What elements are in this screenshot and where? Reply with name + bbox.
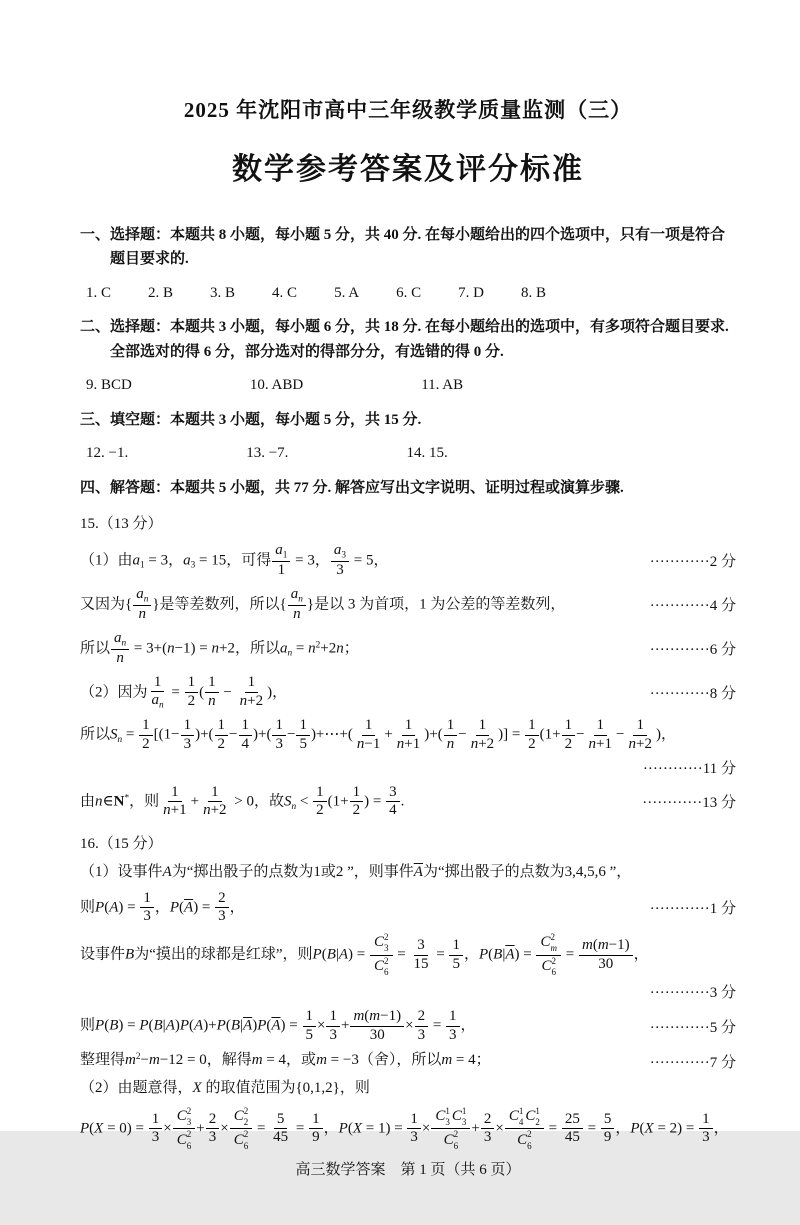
solution-line <box>80 784 736 820</box>
answers-row <box>80 283 736 305</box>
solution-line <box>80 890 736 926</box>
exam-title: 2025 年沈阳市高中三年级教学质量监测（三） <box>183 98 633 122</box>
section-heading <box>80 476 736 500</box>
solution-line <box>80 1008 736 1044</box>
answer-item: 10. ABD <box>249 376 304 393</box>
score-label: ············13 分 <box>642 795 736 812</box>
line-text <box>86 443 736 465</box>
answer-item: 13. −7. <box>246 444 289 461</box>
line-text: 三、填空题：本题共 3 小题，每小题 5 分，共 15 分. <box>80 411 422 428</box>
answer-item: 12. −1. <box>86 444 129 461</box>
answer-item: 6. C <box>396 284 422 301</box>
line-text: 设事件B为“摸出的球都是红球”，则P(B|A) = C 2 3 C 2 6 = $\frac{3}{15}$ = $\frac{1}{5}$ ，$P(B|\overline{A})$ = C 2 m C 2 6 = $\frac{m(m-1)}{30}$ ， <box>80 932 649 977</box>
question-number <box>80 514 736 536</box>
solution-line <box>80 932 736 978</box>
line-text: 16.（15 分） <box>80 836 163 853</box>
line-text: 二、选择题：本题共 3 小题，每小题 6 分，共 18 分. 在每小题给出的选项中，有多项符合题目要求. 全部选对的得 6 分，部分选对的得部分分，有选错的得 0 分. <box>80 319 729 360</box>
document-lines <box>80 212 736 1158</box>
line-text: 15.（13 分） <box>80 516 163 533</box>
score-label: ············8 分 <box>649 685 736 702</box>
line-text: （1）设事件A为“掷出骰子的点数为1或2 ”，则事件$\overline{A}$为“掷出骰子的点数为3,4,5,6 ”， <box>80 863 632 880</box>
line-text: （1）由$a_1 = 3$，$a_3 = 15$，可得 $\frac{a_1}{1}$ = 3， $\frac{a_3}{3}$ = 5， <box>80 541 389 578</box>
line-text: 则$P(B) = P(B|A)P(A)+P(B|\overline{A})P(\overline{A})$ = $\frac{1}{5}$ × $\frac{1}{3}$ + $\frac{m(m-1)}{30}$ × $\frac{2}{3}$ = $\frac{1}{3}$ ， <box>80 1008 476 1043</box>
answer-item: 3. B <box>210 284 236 301</box>
solution-line <box>80 542 736 580</box>
solution-line <box>80 1078 736 1100</box>
line-text: 则P(A) = $\frac{1}{3}$ ，$P(\overline{A})$ = $\frac{2}{3}$ ， <box>80 889 245 925</box>
line-text: 由n∈N*，则 $\frac{1}{n+1}$ + $\frac{1}{n+2}$ > 0，故$S_n$ < $\frac{1}{2}$ (1+ $\frac{1}{2}$ ) = $\frac{3}{4}$ . <box>80 783 405 819</box>
solution-line <box>80 630 736 668</box>
answer-item: 5. A <box>334 284 360 301</box>
score-label: ············3 分 <box>649 985 736 1002</box>
section-heading <box>80 408 736 432</box>
page-title: 数学参考答案及评分标准 <box>232 153 584 186</box>
page-footer: 高三数学答案 第 1 页（共 6 页） <box>295 1161 521 1178</box>
score-label: ············7 分 <box>649 1054 736 1071</box>
answer-item: 7. D <box>458 284 484 301</box>
line-text <box>86 375 736 397</box>
line-text: 四、解答题：本题共 5 小题，共 77 分. 解答应写出文字说明、证明过程或演算步骤. <box>80 479 624 496</box>
answer-item: 8. B <box>520 284 546 301</box>
solution-line <box>80 862 736 884</box>
solution-line <box>80 674 736 712</box>
line-text: （2）由题意得，X 的取值范围为{0,1,2}，则 <box>80 1080 370 1097</box>
answers-row <box>80 443 736 465</box>
solution-line <box>80 1050 736 1072</box>
solution-line <box>80 1106 736 1152</box>
answer-item: 14. 15. <box>406 444 448 461</box>
answer-item: 1. C <box>86 284 112 301</box>
score-row <box>80 981 736 1002</box>
score-label: ············11 分 <box>642 760 736 777</box>
section-heading <box>80 315 736 364</box>
answers-row <box>80 375 736 397</box>
question-number <box>80 834 736 856</box>
line-text: P(X = 0) = $\frac{1}{3}$ × C 2 3 C 2 6 + $\frac{2}{3}$ × C 2 2 C 2 6 = $\frac{5}{45}$ = $\frac{1}{9}$ ，P(X = 1) = $\frac{1}{3}$ × C 1 3 C 1 3 C 2 6 + $\frac{2}{3}$ × C 1 4 C 1 2 C 2 6 = $\frac{25}{45}$ = $\frac{5}{9}$ ，P(X = 2) = $\frac{1}{3}$ ， <box>80 1105 729 1151</box>
answer-item: 2. B <box>148 284 174 301</box>
answer-item: 11. AB <box>421 376 464 393</box>
line-text: 又因为{ $\frac{a_n}{n}$ }是等差数列，所以{ $\frac{a_n}{n}$ }是以 3 为首项，1 为公差的等差数列， <box>80 585 566 622</box>
line-text <box>86 283 736 305</box>
solution-line <box>80 717 736 753</box>
line-text: 整理得$m^2-m-12 = 0$，解得m = 4，或m = −3（舍），所以m = 4； <box>80 1052 491 1069</box>
section-heading <box>80 223 736 272</box>
line-text: 所以 $\frac{a_n}{n}$ = 3+(n−1) = n+2，所以$a_n = n^2+2n$； <box>80 629 359 666</box>
score-label: ············5 分 <box>649 1019 736 1036</box>
score-label: ············1 分 <box>649 901 736 918</box>
line-text: （2）因为 $\frac{1}{a_n}$ = $\frac{1}{2}$ ( $\frac{1}{n}$ − $\frac{1}{n+2}$ )， <box>80 673 288 711</box>
score-row <box>80 757 736 778</box>
answer-item: 4. C <box>272 284 298 301</box>
score-label: ············2 分 <box>649 554 736 571</box>
line-text: 所以$S_n$ = $\frac{1}{2}$ [(1− $\frac{1}{3}$ )+( $\frac{1}{2}$ − $\frac{1}{4}$ )+( $\frac{1}{3}$ − $\frac{1}{5}$ )+⋯+( $\frac{1}{n-1}$ + $\frac{1}{n+1}$ )+( $\frac{1}{n}$ − $\frac{1}{n+2}$ )] = $\frac{1}{2}$ (1+ $\frac{1}{2}$ − $\frac{1}{n+1}$ − $\frac{1}{n+2}$ )， <box>80 717 676 753</box>
answer-item: 9. BCD <box>86 376 132 393</box>
score-label: ············4 分 <box>649 598 736 615</box>
solution-line <box>80 586 736 624</box>
score-label: ············6 分 <box>649 642 736 659</box>
line-text: 一、选择题：本题共 8 小题，每小题 5 分，共 40 分. 在每小题给出的四个选项中，只有一项是符合题目要求的. <box>80 227 726 268</box>
